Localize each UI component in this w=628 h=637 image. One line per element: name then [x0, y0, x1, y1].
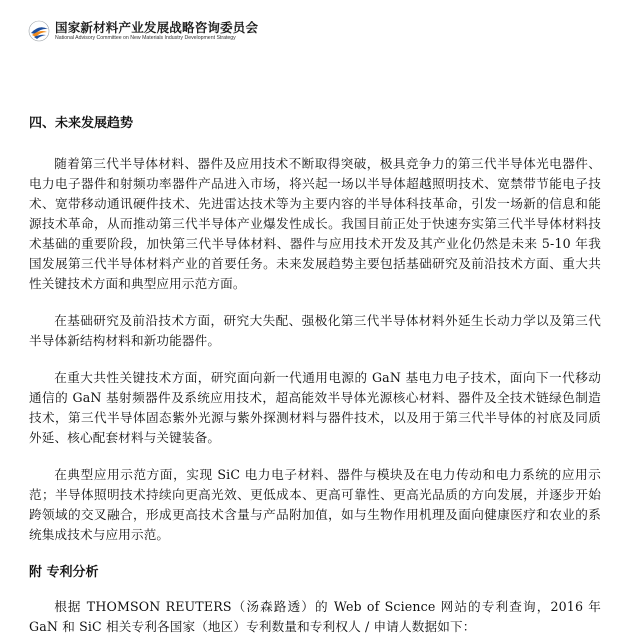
section-heading: 四、未来发展趋势	[29, 116, 134, 131]
paragraph-basic-research: 在基础研究及前沿技术方面，研究大失配、强极化第三代半导体材料外延生长动力学以及第三代半导体新结构材料和新功能器件。	[29, 313, 601, 348]
org-name-chinese: 国家新材料产业发展战略咨询委员会	[55, 20, 259, 35]
org-name-english: National Advisory Committee on New Materials Industry Development Strategy	[55, 35, 236, 41]
paragraph-patent-analysis: 根据 THOMSON REUTERS（汤森路透）的 Web of Science 网站的专利查询，2016 年 GaN 和 SiC 相关专利各国家（地区）专利数量和专利权人 / 申请人数据如下：	[29, 599, 601, 634]
appendix-heading: 附 专利分析	[29, 565, 99, 580]
paragraph-key-technologies: 在重大共性关键技术方面，研究面向新一代通用电源的 GaN 基电力电子技术，面向下一代移动通信的 GaN 基射频器件及系统应用技术，超高能效半导体光源核心材料、器件及全技术链绿色制造技术，第三代半导体固态紫外光源与紫外探测材料与器件技术，以及用于第三代半导体的衬底及同质外延、核心配套材料与关键装备。	[29, 370, 601, 445]
org-name-block	[55, 20, 258, 42]
committee-logo-icon	[28, 20, 50, 42]
paragraph-application-demo: 在典型应用示范方面，实现 SiC 电力电子材料、器件与模块及在电力传动和电力系统的应用示范；半导体照明技术持续向更高光效、更低成本、更高可靠性、更高光品质的方向发展，并逐步开始跨领域的交叉融合，形成更高技术含量与产品附加值，如与生物作用机理及面向健康医疗和农业的系统集成技术与应用示范。	[29, 467, 601, 542]
document-body	[29, 114, 601, 637]
paragraph-overview: 随着第三代半导体材料、器件及应用技术不断取得突破，极具竞争力的第三代半导体光电器件、电力电子器件和射频功率器件产品进入市场，将兴起一场以半导体超越照明技术、宽禁带节能电子技术、宽带移动通讯硬件技术、先进雷达技术等为主要内容的半导体科技革命，引发一场新的信息和能源技术革命，从而推动第三代半导体产业爆发性成长。我国目前正处于快速夯实第三代半导体材料技术基础的重要阶段，加快第三代半导体材料、器件与应用技术开发及其产业化仍然是未来 5-10 年我国发展第三代半导体材料产业的首要任务。未来发展趋势主要包括基础研究及前沿技术方面、重大共性关键技术方面和典型应用示范方面。	[29, 156, 601, 291]
document-header	[28, 14, 258, 48]
